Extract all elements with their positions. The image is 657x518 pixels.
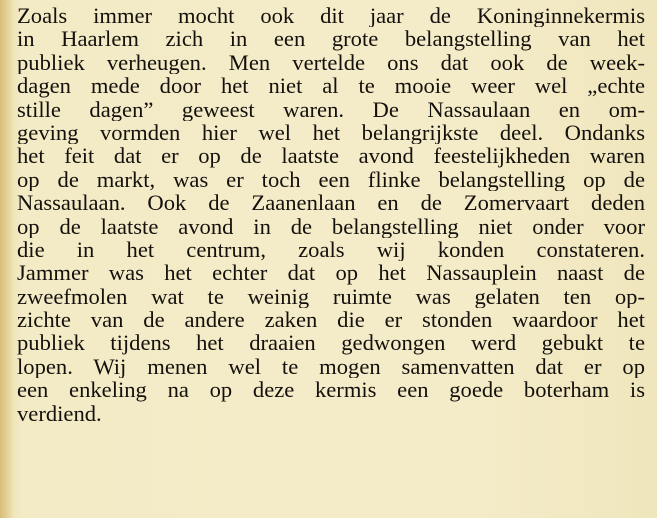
page-edge-shadow bbox=[0, 0, 14, 518]
text-line: publiek verheugen. Men vertelde ons dat ook de week- bbox=[17, 50, 645, 75]
text-line: stille dagen” geweest waren. De Nassaulaan en om- bbox=[17, 97, 645, 121]
text-line: op de markt, was er toch een flinke belangstelling op de bbox=[17, 167, 645, 192]
article-text bbox=[17, 4, 645, 425]
text-line: het feit dat er op de laatste avond feestelijkheden waren bbox=[17, 144, 645, 168]
text-line: lopen. Wij menen wel te mogen samenvatten dat er op bbox=[17, 354, 645, 379]
text-line: publiek tijdens het draaien gedwongen werd gebukt te bbox=[17, 331, 645, 355]
text-line: op de laatste avond in de belangstelling niet onder voor bbox=[17, 214, 645, 238]
text-line: dagen mede door het niet al te mooie weer wel „echte bbox=[17, 74, 645, 98]
text-line-last: verdiend. bbox=[17, 401, 102, 426]
text-line: Zoals immer mocht ook dit jaar de Koninginnekermis bbox=[17, 4, 645, 28]
text-line: die in het centrum, zoals wij konden constateren. bbox=[17, 237, 645, 262]
text-line: zichte van de andere zaken die er stonden waardoor het bbox=[17, 308, 645, 332]
text-line: een enkeling na op deze kermis een goede boterham is bbox=[17, 378, 645, 402]
text-line: in Haarlem zich in een grote belangstelling van het bbox=[17, 27, 645, 51]
text-line: Nassaulaan. Ook de Zaanenlaan en de Zomervaart deden bbox=[17, 191, 645, 215]
text-line: Jammer was het echter dat op het Nassauplein naast de bbox=[17, 261, 645, 285]
text-line: zweefmolen wat te weinig ruimte was gelaten ten op- bbox=[17, 284, 645, 309]
text-line: geving vormden hier wel het belangrijkste deel. Ondanks bbox=[17, 120, 645, 145]
